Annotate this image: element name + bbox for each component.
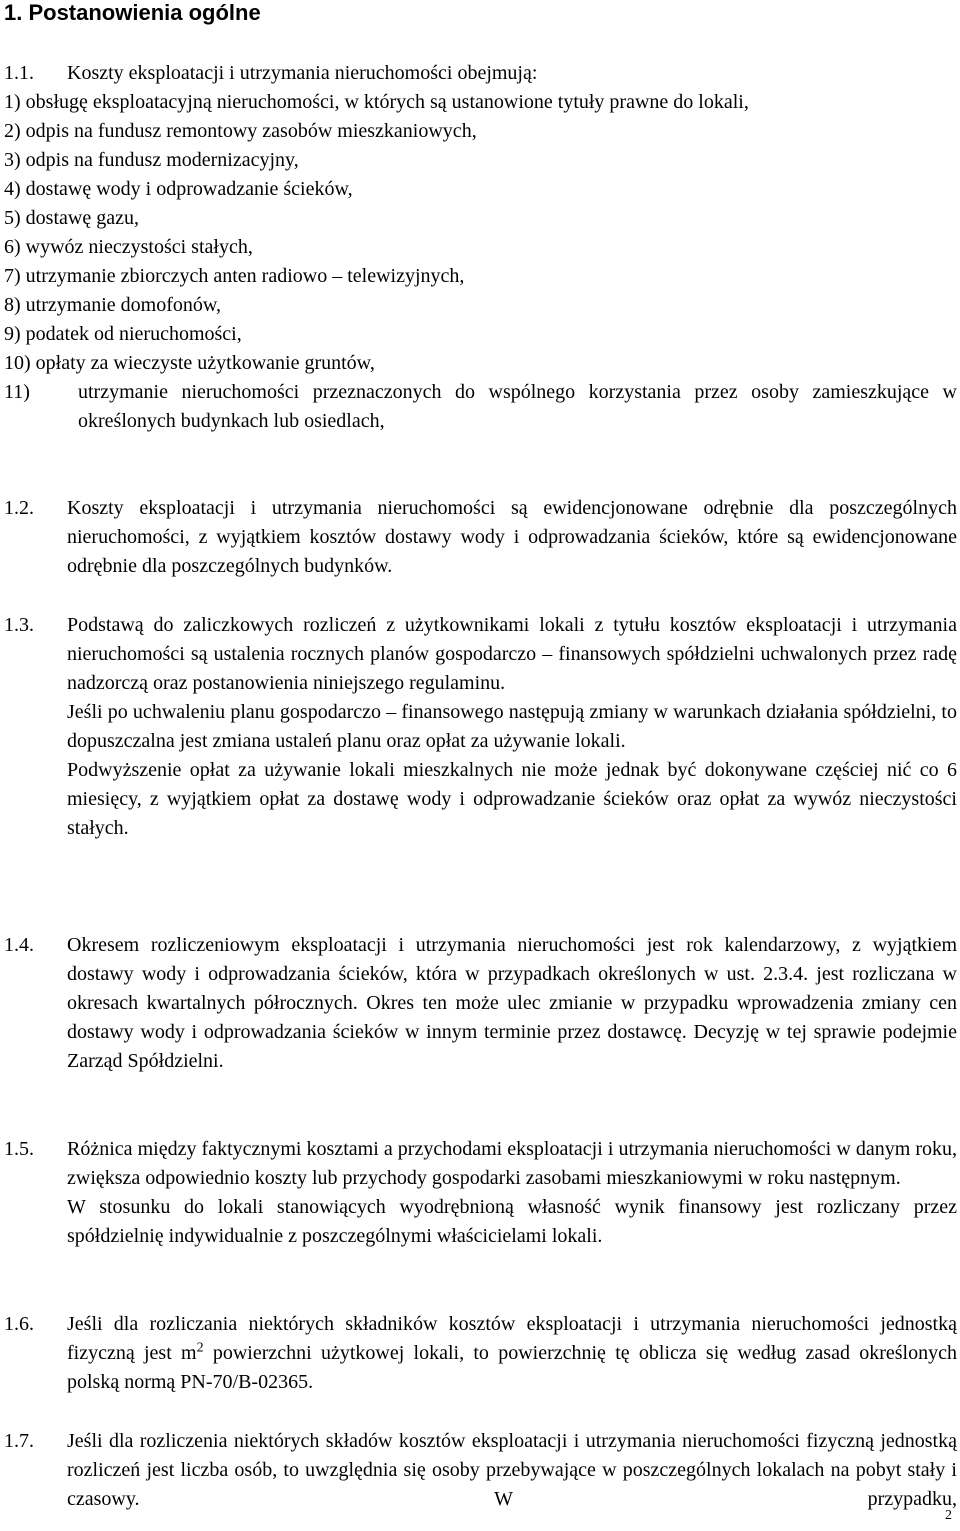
section-number: 1.3.	[4, 614, 34, 636]
section-number: 1.1.	[4, 62, 34, 84]
list-item: 7) utrzymanie zbiorczych anten radiowo – telewizyjnych,	[4, 265, 465, 287]
section-body	[67, 494, 957, 581]
list-item: 8) utrzymanie domofonów,	[4, 294, 221, 316]
superscript: 2	[196, 1340, 204, 1356]
section-paragraph: Różnica między faktycznymi kosztami a przychodami eksploatacji i utrzymania nieruchomości w danym roku, zwiększa odpowiednio koszty lub przychody gospodarki zasobami mieszkaniowymi w roku następnym.	[67, 1138, 957, 1189]
section-intro: Koszty eksploatacji i utrzymania nieruchomości obejmują:	[67, 62, 538, 84]
section-number: 1.7.	[4, 1430, 34, 1452]
section-body	[67, 931, 957, 1076]
section-text: Okresem rozliczeniowym eksploatacji i utrzymania nieruchomości jest rok kalendarzowy, z wyjątkiem dostawy wody i odprowadzania ścieków, która w przypadkach określonych w ust. 2.3.4. jest rozliczana w okresach kwartalnych półrocznych. Okres ten może ulec zmianie w przypadku wprowadzenia zmiany cen dostawy wody i odprowadzania ścieków w innym terminie przez dostawcę. Decyzję w tej sprawie podejmie Zarząd Spółdzielni.	[67, 934, 957, 1072]
section-1-3	[0, 611, 960, 843]
section-number: 1.6.	[4, 1313, 34, 1335]
section-text: Jeśli dla rozliczenia niektórych składów kosztów eksploatacji i utrzymania nieruchomości fizyczną jednostką rozliczeń jest liczba osób, to uwzględnia się osoby przebywające w poszczególnych lokalach na pobyt stały i czasowy. W przypadku,	[67, 1430, 957, 1510]
section-body	[67, 1135, 957, 1251]
section-body	[4, 59, 957, 436]
section-1-1	[0, 59, 960, 436]
list-item: 5) dostawę gazu,	[4, 207, 139, 229]
section-text: Jeśli dla rozliczania niektórych składników kosztów eksploatacji i utrzymania nieruchomości jednostką fizyczną jest $m^2$ powierzchni użytkowej lokali, to powierzchnię tę oblicza się według zasad określonych polską normą PN-70/B-02365.	[67, 1313, 957, 1393]
section-number: 1.4.	[4, 934, 34, 956]
list-item: 2) odpis na fundusz remontowy zasobów mieszkaniowych,	[4, 120, 477, 142]
section-1-5	[0, 1135, 960, 1251]
section-text: Koszty eksploatacji i utrzymania nieruchomości są ewidencjonowane odrębnie dla poszczególnych nieruchomości, z wyjątkiem kosztów dostawy wody i odprowadzania ścieków, które są ewidencjonowane odrębnie dla poszczególnych budynków.	[67, 497, 957, 577]
cost-list	[0, 88, 957, 436]
section-number: 1.5.	[4, 1138, 34, 1160]
section-paragraph: Jeśli po uchwaleniu planu gospodarczo – finansowego następują zmiany w warunkach działania spółdzielni, to dopuszczalna jest zmiana ustaleń planu oraz opłat za używanie lokali.	[67, 701, 957, 752]
list-item: 3) odpis na fundusz modernizacyjny,	[4, 149, 299, 171]
section-paragraph: Podwyższenie opłat za używanie lokali mieszkalnych nie może jednak być dokonywane częściej nić co 6 miesięcy, z wyjątkiem opłat za dostawę wody i odprowadzanie ścieków oraz opłat za wywóz nieczystości stałych.	[67, 759, 957, 839]
section-1-4	[0, 931, 960, 1076]
section-paragraph: Podstawą do zaliczkowych rozliczeń z użytkownikami lokali z tytułu kosztów eksploatacji i utrzymania nieruchomości są ustalenia rocznych planów gospodarczo – finansowych spółdzielni uchwalonych przez radę nadzorczą oraz postanowienia niniejszego regulaminu.	[67, 614, 957, 694]
section-body	[67, 611, 957, 843]
list-item: 1) obsługę eksploatacyjną nieruchomości, w których są ustanowione tytuły prawne do lokali,	[4, 91, 749, 113]
page-number: 2	[945, 1508, 952, 1523]
section-number: 1.2.	[4, 497, 34, 519]
list-item: 10) opłaty za wieczyste użytkowanie gruntów,	[4, 352, 375, 374]
list-item: 4) dostawę wody i odprowadzanie ścieków,	[4, 178, 353, 200]
section-heading: 1. Postanowienia ogólne	[4, 0, 261, 25]
section-body	[67, 1427, 957, 1514]
section-1-7	[0, 1427, 960, 1514]
section-1-6	[0, 1310, 960, 1397]
list-item: 9) podatek od nieruchomości,	[4, 323, 242, 345]
section-1-2	[0, 494, 960, 581]
section-body	[67, 1310, 957, 1397]
section-paragraph: W stosunku do lokali stanowiących wyodrębnioną własność wynik finansowy jest rozliczany przez spółdzielnię indywidualnie z poszczególnymi właścicielami lokali.	[67, 1196, 957, 1247]
list-item: 11) utrzymanie nieruchomości przeznaczonych do wspólnego korzystania przez osoby zamieszkujące w określonych budynkach lub osiedlach,	[4, 381, 957, 432]
list-item: 6) wywóz nieczystości stałych,	[4, 236, 253, 258]
